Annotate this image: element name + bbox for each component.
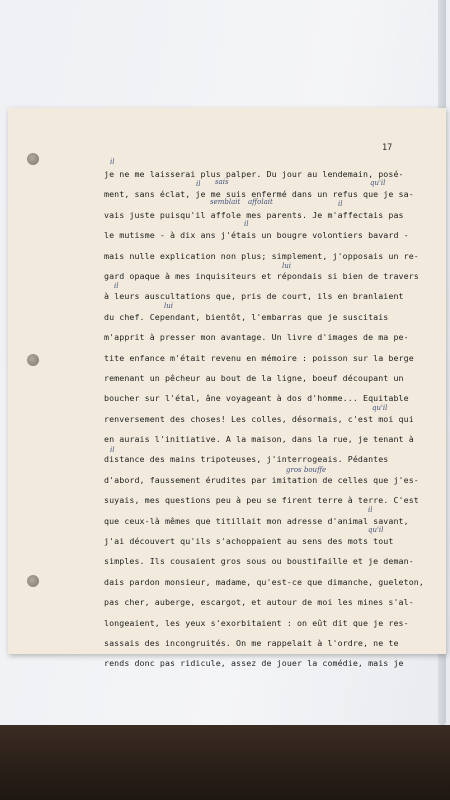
- text-line: ment, sans éclat, je me suis enfermé dans un refus que je sa-: [104, 189, 414, 200]
- handwritten-annotation: il: [196, 180, 201, 188]
- text-line: le mutisme - à dix ans j'étais un bougre volontiers bavard -: [104, 230, 409, 241]
- text-line: sassais des incongruités. On me rappelait à l'ordre, ne te: [104, 637, 399, 648]
- text-line: longeaient, les yeux s'exorbitaient : on eût dit que je res-: [104, 617, 409, 628]
- text-line: remenant un pêcheur au bout de la ligne, boeuf découpant un: [104, 372, 404, 383]
- desk-surface: [0, 725, 450, 800]
- handwritten-annotation: lui: [164, 302, 173, 310]
- handwritten-annotation: sais: [215, 178, 229, 186]
- text-line: en aurais l'initiative. A la maison, dans la rue, je tenant à: [104, 434, 414, 445]
- handwritten-annotation: il: [244, 220, 249, 228]
- text-line: vais juste puisqu'il affole mes parents. Je m'affectais pas: [104, 209, 404, 220]
- text-line: distance des mains tripoteuses, j'interrogeais. Pédantes: [104, 454, 389, 465]
- handwritten-annotation: lui: [282, 262, 291, 270]
- text-line: tite enfance m'était revenu en mémoire : poisson sur la berge: [104, 352, 414, 363]
- text-line: mais nulle explication non plus; simplement, j'opposais un re-: [104, 250, 419, 261]
- handwritten-annotation: qu'il: [372, 404, 388, 412]
- binder-hole-top: [27, 153, 39, 165]
- typed-text-block: [104, 164, 434, 674]
- handwritten-annotation: semblait: [210, 198, 241, 206]
- text-line: d'abord, faussement érudites par imitation de celles que j'es-: [104, 474, 419, 485]
- text-line: je ne me laisserai plus palper. Du jour au lendemain, posé-: [104, 169, 404, 179]
- text-line: dais pardon monsieur, madame, qu'est-ce que dimanche, gueleton,: [104, 576, 424, 587]
- text-line: boucher sur l'étal, âne voyageant à dos d'homme... Equitable: [104, 393, 409, 404]
- handwritten-annotation: il: [110, 446, 115, 454]
- handwritten-annotation: il: [338, 200, 343, 208]
- page-number: 17: [382, 143, 393, 153]
- handwritten-annotation: il: [110, 158, 115, 166]
- text-line: j'ai découvert qu'ils s'achoppaient au sens des mots tout: [104, 536, 394, 547]
- handwritten-annotation: gros bouffe: [286, 466, 327, 474]
- text-line: suyais, mes questions peu à peu se firent terre à terre. C'est: [104, 495, 419, 506]
- text-line: pas cher, auberge, escargot, et autour de moi les mines s'al-: [104, 597, 414, 608]
- handwritten-annotation: qu'il: [370, 179, 386, 187]
- text-line: m'apprit à presser mon avantage. Un livre d'images de ma pe-: [104, 332, 409, 343]
- text-line: gard opaque à mes inquisiteurs et répondais si bien de travers: [104, 270, 419, 281]
- handwritten-annotation: affolait: [248, 198, 273, 206]
- handwritten-annotation: qu'il: [368, 526, 384, 534]
- text-line: du chef. Cependant, bientôt, l'embarras que je suscitais: [104, 311, 389, 322]
- handwritten-annotation: il: [368, 506, 373, 514]
- text-line: à leurs auscultations que, pris de court, ils en branlaient: [104, 291, 404, 302]
- binder-hole-bottom: [27, 575, 39, 587]
- binder-hole-middle: [27, 354, 39, 366]
- text-line: que ceux-là mêmes que titillait mon adresse d'animal savant,: [104, 515, 409, 526]
- text-line: renversement des choses! Les colles, désormais, c'est moi qui: [104, 413, 414, 424]
- handwritten-annotation: il: [114, 282, 119, 290]
- text-line: simples. Ils cousaient gros sous ou boustifaille et je deman-: [104, 556, 414, 567]
- text-line: rends donc pas ridicule, assez de jouer la comédie, mais je: [104, 658, 404, 669]
